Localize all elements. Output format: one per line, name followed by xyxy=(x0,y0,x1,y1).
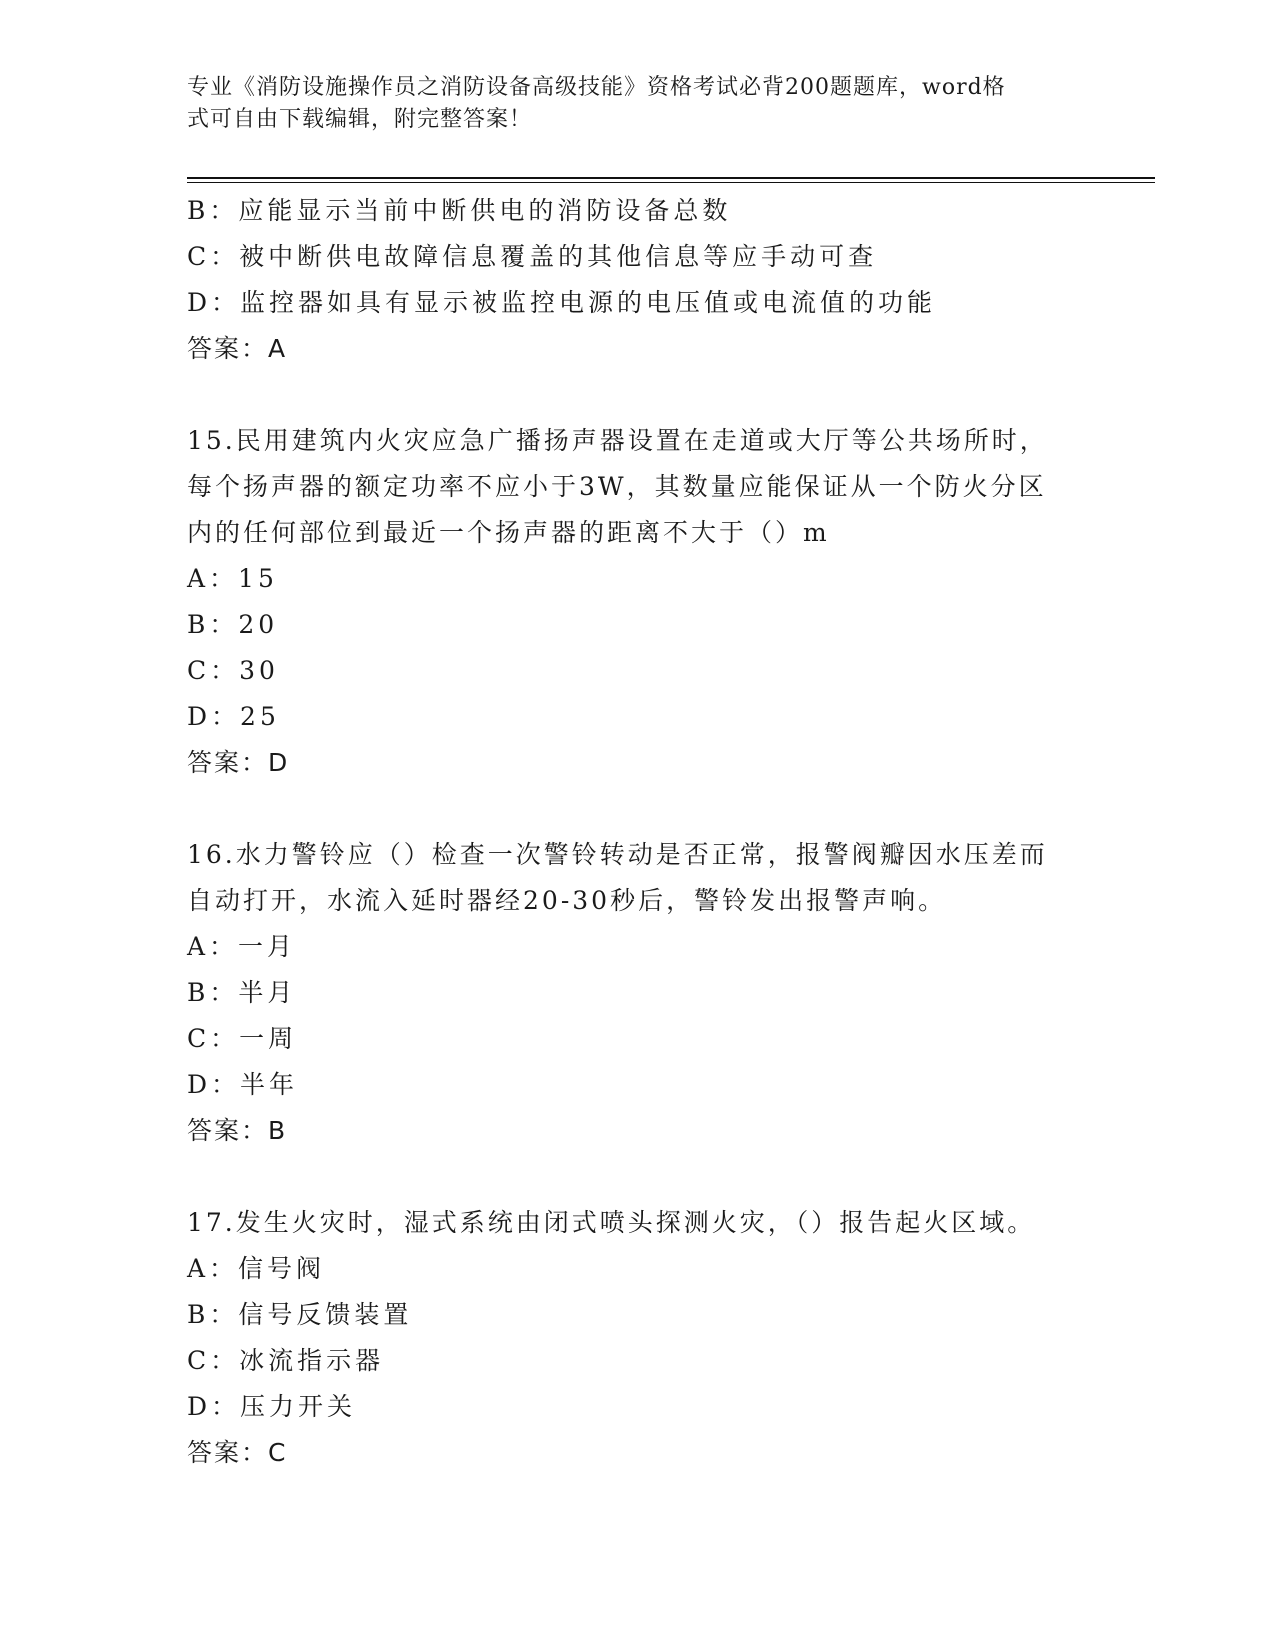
header-line-2: 式可自由下载编辑，附完整答案！ xyxy=(187,107,533,132)
answer-line: 答案：C xyxy=(187,1438,288,1467)
option-a: A：信号阀 xyxy=(187,1254,326,1283)
option-a: A：一月 xyxy=(187,932,297,961)
header-line-1: 专业《消防设施操作员之消防设备高级技能》资格考试必背200题题库，word格 xyxy=(187,75,1006,100)
question-stem-line: 15.民用建筑内火灾应急广播扬声器设置在走道或大厅等公共场所时， xyxy=(187,426,1048,455)
question-list xyxy=(187,188,1087,1476)
answer-line: 答案：A xyxy=(187,334,288,363)
header-divider-thin xyxy=(187,182,1155,183)
option-b: B：信号反馈装置 xyxy=(187,1300,413,1329)
question-stem-line: 自动打开，水流入延时器经20-30秒后，警铃发出报警声响。 xyxy=(187,886,947,915)
answer-line: 答案：D xyxy=(187,748,290,777)
question-17 xyxy=(187,1200,1087,1476)
question-16 xyxy=(187,832,1087,1154)
question-stem-line: 每个扬声器的额定功率不应小于3W，其数量应能保证从一个防火分区 xyxy=(187,472,1047,501)
document-header xyxy=(187,72,1067,136)
option-b: B：半月 xyxy=(187,978,297,1007)
option-b: B：应能显示当前中断供电的消防设备总数 xyxy=(187,196,732,225)
option-d: D：压力开关 xyxy=(187,1392,357,1421)
option-c: C：被中断供电故障信息覆盖的其他信息等应手动可查 xyxy=(187,242,878,271)
header-divider xyxy=(187,177,1155,179)
option-c: C：冰流指示器 xyxy=(187,1346,385,1375)
option-d: D：半年 xyxy=(187,1070,299,1099)
option-c: C：30 xyxy=(187,656,279,685)
question-15 xyxy=(187,418,1087,786)
option-d: D：监控器如具有显示被监控电源的电压值或电流值的功能 xyxy=(187,288,937,317)
option-a: A：15 xyxy=(187,564,278,593)
question-stem-line: 16.水力警铃应（）检查一次警铃转动是否正常，报警阀瓣因水压差而 xyxy=(187,840,1048,869)
question-stem-line: 17.发生火灾时，湿式系统由闭式喷头探测火灾，（）报告起火区域。 xyxy=(187,1208,1036,1237)
answer-line: 答案：B xyxy=(187,1116,288,1145)
option-b: B：20 xyxy=(187,610,279,639)
option-c: C：一周 xyxy=(187,1024,298,1053)
question-stem-line: 内的任何部位到最近一个扬声器的距离不大于（）m xyxy=(187,518,830,547)
question-continued xyxy=(187,188,1087,372)
option-d: D：25 xyxy=(187,702,280,731)
